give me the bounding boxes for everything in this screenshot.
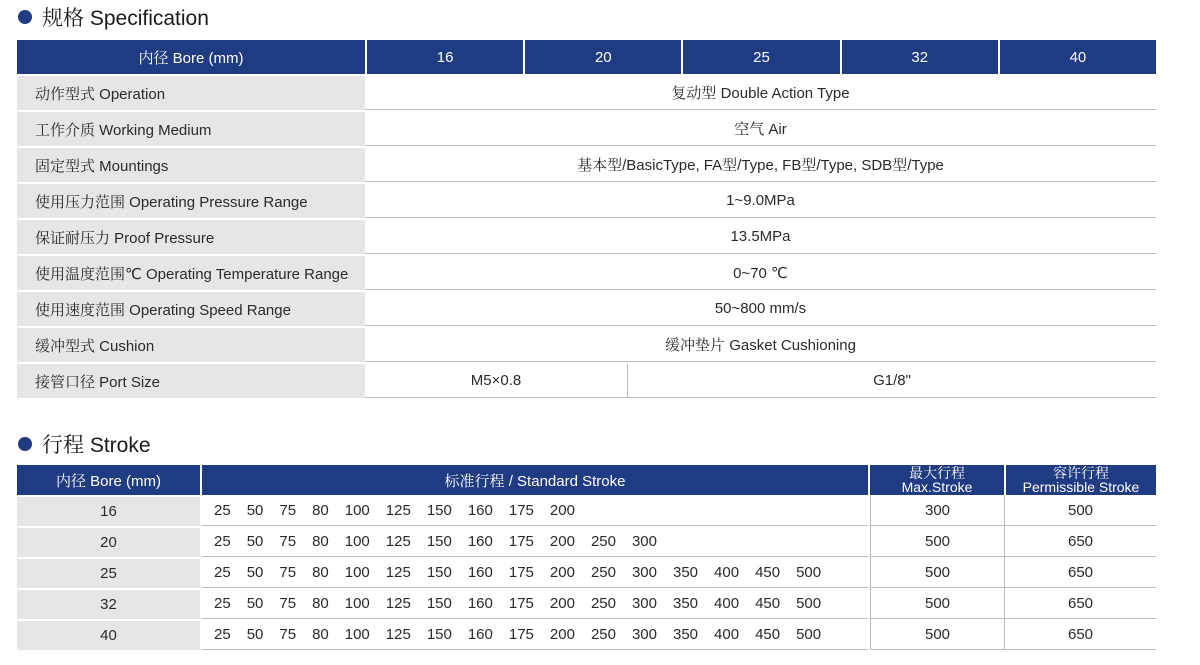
bore-col-16: 16: [365, 40, 523, 74]
stroke-value: 50: [246, 625, 264, 643]
stroke-value: 350: [673, 594, 699, 612]
stroke-value: 400: [714, 594, 740, 612]
stroke-value: 75: [279, 594, 297, 612]
stroke-row-bore: 25: [17, 557, 200, 588]
stroke-value: 125: [385, 594, 411, 612]
stroke-row-permissible: 650: [1004, 588, 1156, 619]
stroke-value: 200: [549, 625, 575, 643]
bore-col-25: 25: [681, 40, 839, 74]
bore-col-40: 40: [998, 40, 1156, 74]
stroke-value: 150: [426, 532, 452, 550]
stroke-header-permissible: [1004, 465, 1156, 495]
stroke-value: 75: [279, 563, 297, 581]
stroke-row-permissible: 650: [1004, 557, 1156, 588]
stroke-value: 100: [344, 532, 370, 550]
stroke-value: 25: [214, 625, 231, 643]
bullet-icon: [18, 437, 32, 451]
stroke-header-max: [868, 465, 1004, 495]
max-stroke-cn: 最大行程: [909, 465, 965, 481]
spec-row-label: 使用速度范围 Operating Speed Range: [17, 292, 365, 326]
stroke-value: 400: [714, 625, 740, 643]
stroke-value: 175: [508, 563, 534, 581]
spec-row-value: 基本型/BasicType, FA型/Type, FB型/Type, SDB型/Type: [365, 148, 1156, 182]
stroke-row-max: 500: [870, 588, 1004, 619]
stroke-value: 125: [385, 501, 411, 519]
stroke-value: 150: [426, 625, 452, 643]
stroke-value: 50: [246, 594, 264, 612]
spec-row: [17, 290, 1156, 326]
spec-row-label: 缓冲型式 Cushion: [17, 328, 365, 362]
spec-row-label: 工作介质 Working Medium: [17, 112, 365, 146]
stroke-value: 160: [467, 501, 493, 519]
stroke-value: 25: [214, 501, 231, 519]
stroke-value: 160: [467, 625, 493, 643]
spec-row: [17, 218, 1156, 254]
stroke-value: 300: [631, 625, 657, 643]
stroke-row-standard-strokes: [202, 526, 868, 557]
perm-stroke-cn: 容许行程: [1053, 465, 1109, 481]
spec-row-value: 1~9.0MPa: [365, 184, 1156, 218]
stroke-row: [17, 495, 1156, 526]
stroke-header-standard: 标准行程 / Standard Stroke: [200, 465, 868, 495]
stroke-row: [17, 588, 1156, 619]
stroke-value: 80: [312, 501, 329, 519]
stroke-value: 100: [344, 563, 370, 581]
stroke-value: 450: [755, 563, 781, 581]
spec-row-label: 动作型式 Operation: [17, 76, 365, 110]
stroke-value: 25: [214, 563, 231, 581]
port-size-small: M5×0.8: [470, 372, 522, 389]
stroke-row-standard-strokes: [202, 557, 868, 588]
stroke-value: 175: [508, 594, 534, 612]
stroke-row-permissible: 650: [1004, 526, 1156, 557]
stroke-row: [17, 557, 1156, 588]
stroke-value: 75: [279, 532, 297, 550]
stroke-row-bore: 40: [17, 619, 200, 650]
spec-row: [17, 182, 1156, 218]
spec-row-label: 固定型式 Mountings: [17, 148, 365, 182]
stroke-value: 125: [385, 625, 411, 643]
stroke-value: 80: [312, 563, 329, 581]
stroke-value: 125: [385, 563, 411, 581]
spec-row-label: 接管口径 Port Size: [17, 364, 365, 398]
stroke-table: [17, 465, 1156, 650]
spec-row: [17, 74, 1156, 110]
spec-row: [17, 110, 1156, 146]
spec-row-value: 缓冲垫片 Gasket Cushioning: [365, 328, 1156, 362]
spec-row-label: 使用温度范围℃ Operating Temperature Range: [17, 256, 365, 290]
stroke-value: 80: [312, 532, 329, 550]
stroke-value: 125: [385, 532, 411, 550]
perm-stroke-en: Permissible Stroke: [1022, 479, 1140, 495]
stroke-row-standard-strokes: [202, 495, 868, 526]
stroke-value: 500: [796, 594, 822, 612]
stroke-value: 80: [312, 594, 329, 612]
stroke-value: 175: [508, 532, 534, 550]
spec-section-title: [18, 2, 209, 32]
spec-table: [17, 40, 1156, 398]
stroke-value: 75: [279, 625, 297, 643]
stroke-value: 300: [631, 563, 657, 581]
stroke-row-standard-strokes: [202, 588, 868, 619]
stroke-value: 200: [549, 501, 575, 519]
spec-row: [17, 254, 1156, 290]
stroke-header-bore: 内径 Bore (mm): [55, 472, 161, 490]
stroke-value: 250: [590, 532, 616, 550]
stroke-row-max: 500: [870, 557, 1004, 588]
spec-header-row: [17, 40, 1156, 74]
port-size-large: G1/8": [627, 364, 1156, 397]
stroke-value: 350: [673, 625, 699, 643]
spec-row-value: 0~70 ℃: [365, 256, 1156, 290]
stroke-value: 100: [344, 625, 370, 643]
stroke-row-bore: 32: [17, 588, 200, 619]
stroke-value: 200: [549, 594, 575, 612]
stroke-row-max: 300: [870, 495, 1004, 526]
max-stroke-en: Max.Stroke: [901, 479, 973, 495]
stroke-value: 400: [714, 563, 740, 581]
spec-row-value: 复动型 Double Action Type: [365, 76, 1156, 110]
stroke-row-bore: 16: [17, 495, 200, 526]
stroke-value: 160: [467, 563, 493, 581]
stroke-value: 250: [590, 625, 616, 643]
stroke-value: 450: [755, 625, 781, 643]
stroke-row-max: 500: [870, 619, 1004, 650]
spec-row-value: 空气 Air: [365, 112, 1156, 146]
stroke-row-permissible: 650: [1004, 619, 1156, 650]
stroke-value: 200: [549, 563, 575, 581]
stroke-title-text: 行程 Stroke: [42, 434, 151, 457]
stroke-row-permissible: 500: [1004, 495, 1156, 526]
stroke-value: 50: [246, 532, 264, 550]
spec-title-text: 规格 Specification: [42, 7, 209, 30]
stroke-value: 150: [426, 501, 452, 519]
stroke-row: [17, 526, 1156, 557]
stroke-value: 175: [508, 625, 534, 643]
spec-row-label: 保证耐压力 Proof Pressure: [17, 220, 365, 254]
stroke-value: 80: [312, 625, 329, 643]
stroke-value: 160: [467, 594, 493, 612]
stroke-row-max: 500: [870, 526, 1004, 557]
stroke-value: 100: [344, 594, 370, 612]
stroke-value: 75: [279, 501, 297, 519]
stroke-value: 50: [246, 501, 264, 519]
stroke-value: 250: [590, 563, 616, 581]
stroke-value: 250: [590, 594, 616, 612]
spec-row-port-size: [17, 362, 1156, 398]
stroke-value: 160: [467, 532, 493, 550]
stroke-value: 150: [426, 594, 452, 612]
stroke-value: 200: [549, 532, 575, 550]
stroke-row-bore: 20: [17, 526, 200, 557]
stroke-value: 300: [631, 594, 657, 612]
spec-row-label: 使用压力范围 Operating Pressure Range: [17, 184, 365, 218]
stroke-value: 25: [214, 532, 231, 550]
stroke-value: 50: [246, 563, 264, 581]
spec-row: [17, 146, 1156, 182]
stroke-value: 500: [796, 625, 822, 643]
bore-col-32: 32: [840, 40, 998, 74]
spec-row: [17, 326, 1156, 362]
stroke-value: 300: [631, 532, 657, 550]
stroke-header-row: [17, 465, 1156, 495]
stroke-value: 500: [796, 563, 822, 581]
bullet-icon: [18, 10, 32, 24]
stroke-row: [17, 619, 1156, 650]
stroke-value: 100: [344, 501, 370, 519]
spec-row-value: 50~800 mm/s: [365, 292, 1156, 326]
bore-col-20: 20: [523, 40, 681, 74]
stroke-value: 25: [214, 594, 231, 612]
spec-header-label: 内径 Bore (mm): [138, 49, 244, 67]
stroke-value: 450: [755, 594, 781, 612]
spec-row-value: 13.5MPa: [365, 220, 1156, 254]
spec-row-value: [365, 364, 1156, 398]
stroke-value: 150: [426, 563, 452, 581]
stroke-section-title: [18, 429, 151, 459]
stroke-value: 350: [673, 563, 699, 581]
stroke-row-standard-strokes: [202, 619, 868, 650]
stroke-value: 175: [508, 501, 534, 519]
